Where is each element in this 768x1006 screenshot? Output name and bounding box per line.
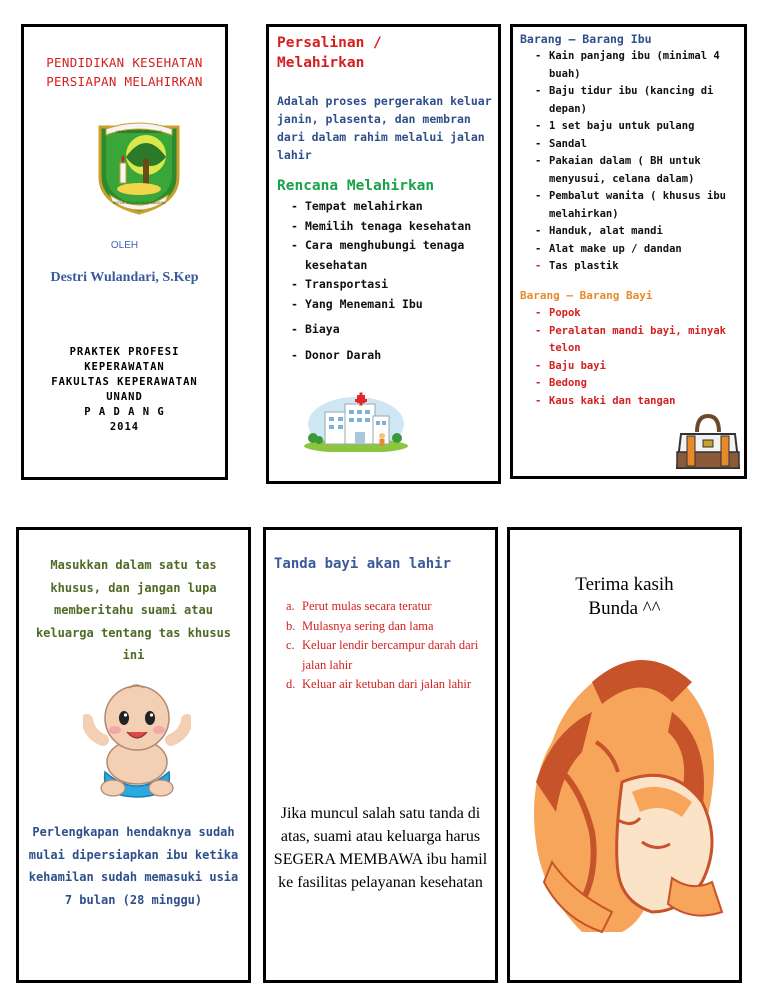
university-emblem-icon (96, 119, 182, 215)
svg-text:UNIVERSITAS ANDALAS: UNIVERSITAS ANDALAS (116, 129, 162, 134)
author-name: Destri Wulandari, S.Kep (50, 270, 199, 285)
list-item: d. Keluar air ketuban dari jalan lahir (286, 677, 472, 691)
list-item: - 1 set baju untuk pulang (535, 118, 740, 136)
list-item: - Cara menghubungi tenaga kesehatan (291, 236, 492, 275)
list-item: b. Mulasnya sering dan lama (286, 618, 434, 633)
list-item: - Baju tidur ibu (kancing di depan) (535, 83, 740, 118)
mother-child-icon (522, 642, 732, 940)
bag-reminder-text: Masukkan dalam satu tas khusus, dan jangan lupa memberitahu suami atau keluarga tentang tas khusus ini (35, 558, 232, 662)
labor-signs-heading: Tanda bayi akan lahir (274, 556, 452, 572)
list-item: - Peralatan mandi bayi, minyak telon (535, 323, 740, 358)
labor-signs-list (286, 597, 489, 695)
baby-items-list (535, 305, 740, 410)
list-item: - Pakaian dalam ( BH untuk menyusui, celana dalam) (535, 153, 740, 188)
list-item: - Transportasi (291, 275, 492, 295)
baby-icon (83, 682, 191, 798)
mother-items-heading: Barang – Barang Ibu (520, 32, 652, 46)
institution-block: PRAKTEK PROFESI KEPERAWATAN FAKULTAS KEPERAWATAN UNAND P A D A N G 2014 (51, 346, 198, 433)
oleh-label: OLEH (110, 240, 139, 251)
hospital-icon (303, 390, 409, 452)
birth-plan-list (291, 197, 492, 365)
list-item: - Popok (535, 305, 740, 323)
preparation-timing-text: Perlengkapan hendaknya sudah mulai dipersiapkan ibu ketika kehamilan sudah memasuki usia 7 bulan (28 minggu) (28, 825, 239, 907)
list-item: - Kain panjang ibu (minimal 4 buah) (535, 48, 740, 83)
bag-icon (675, 412, 741, 472)
list-item: - Alat make up / dandan (535, 241, 740, 259)
mother-items-list (535, 48, 740, 276)
cover-panel (21, 24, 228, 480)
list-item: - Sandal (535, 136, 740, 154)
list-item: - Pembalut wanita ( khusus ibu melahirkan) (535, 188, 740, 223)
list-item: - Tempat melahirkan (291, 197, 492, 217)
cover-title: PENDIDIKAN KESEHATAN PERSIAPAN MELAHIRKAN (46, 55, 203, 89)
list-item: - Handuk, alat mandi (535, 223, 740, 241)
childbirth-panel (266, 24, 501, 484)
warning-note: Jika muncul salah satu tanda di atas, suami atau keluarga harus SEGERA MEMBAWA ibu hamil ke fasilitas pelayanan kesehatan (273, 805, 488, 891)
list-item: - Biaya (291, 320, 492, 340)
list-item: - Kaus kaki dan tangan (535, 393, 740, 411)
supplies-panel (510, 24, 747, 479)
list-item: c. Keluar lendir bercampur darah dari jalan lahir (286, 638, 479, 672)
labor-signs-panel (263, 527, 498, 983)
list-item: - Baju bayi (535, 358, 740, 376)
list-item: - Donor Darah (291, 346, 492, 366)
list-item: - Memilih tenaga kesehatan (291, 217, 492, 237)
list-item: a. Perut mulas secara teratur (286, 599, 432, 613)
thanks-panel (507, 527, 742, 983)
thanks-text: Terima kasih Bunda ^^ (575, 574, 674, 619)
list-item: - Yang Menemani Ibu (291, 295, 492, 315)
bag-reminder-panel (16, 527, 251, 983)
list-item: - Tas plastik (535, 258, 740, 276)
list-item: - Bedong (535, 375, 740, 393)
childbirth-heading: Persalinan / Melahirkan (277, 35, 382, 71)
childbirth-definition: Adalah proses pergerakan keluar janin, plasenta, dan membran dari dalam rahim melalui jalan lahir (277, 94, 492, 162)
baby-items-heading: Barang – Barang Bayi (520, 289, 653, 302)
birth-plan-heading: Rencana Melahirkan (277, 178, 435, 194)
svg-text:UNTUK KEDJADJAAN BANGSA: UNTUK KEDJADJAAN BANGSA (112, 201, 166, 205)
